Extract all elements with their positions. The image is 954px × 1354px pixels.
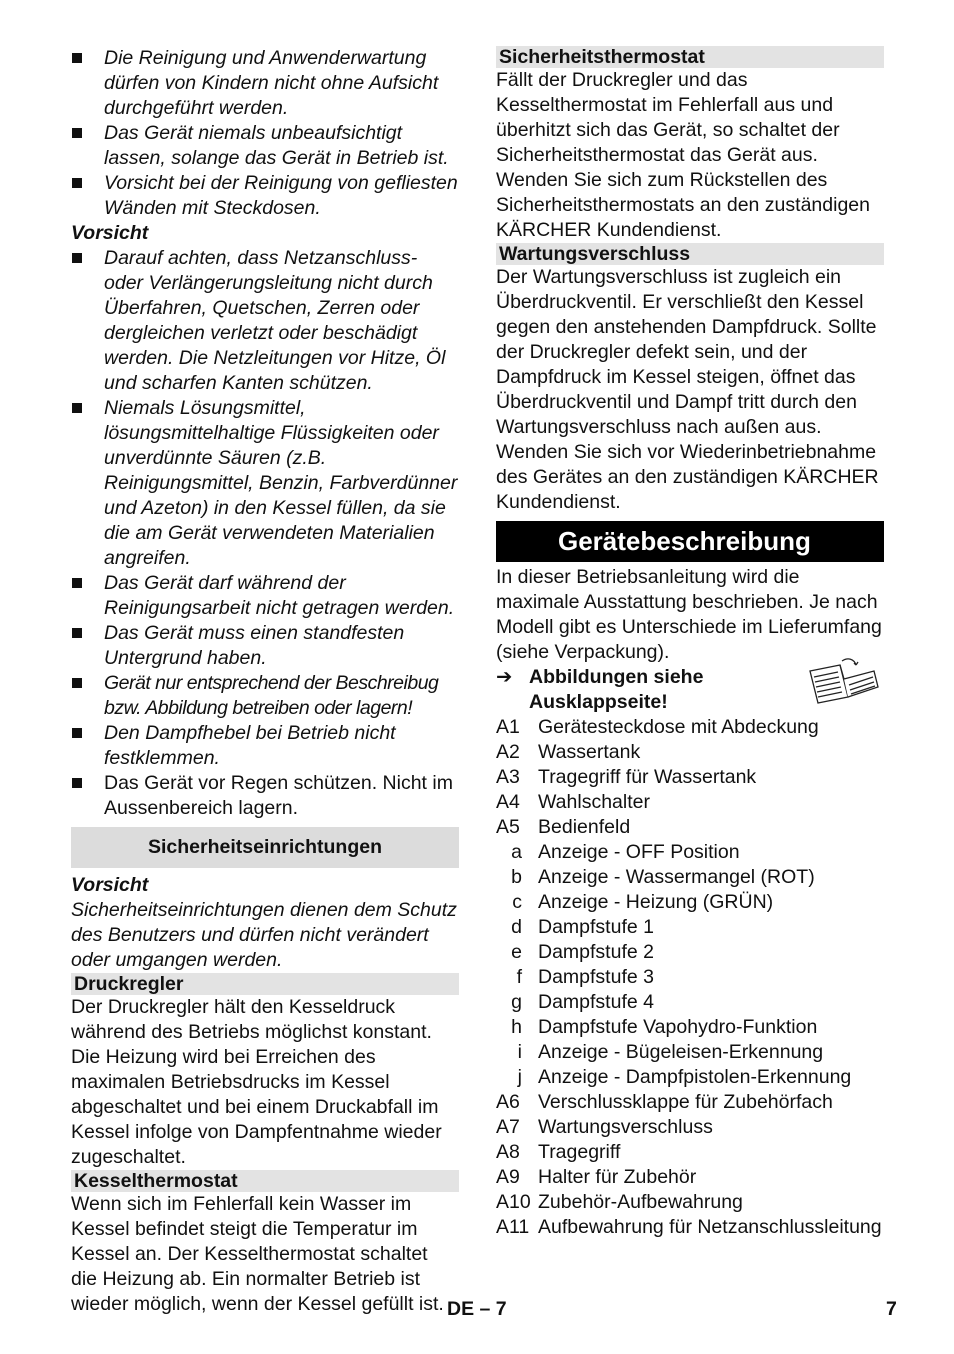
component-list xyxy=(496,715,884,1240)
page-label: DE – 7 xyxy=(447,1298,507,1320)
section-vorsicht-text: Sicherheitseinrichtungen dienen dem Schutz des Benutzers und dürfen nicht verändert oder umgangen werden. xyxy=(71,899,457,971)
list-item: A7 Wartungsverschluss xyxy=(496,1116,713,1138)
list-item: A8 Tragegriff xyxy=(496,1141,621,1163)
subheading-kesselthermostat: Kesselthermostat xyxy=(71,1170,459,1192)
left-column xyxy=(71,46,459,1317)
list-item: d Dampfstufe 1 xyxy=(511,916,654,938)
list-item: A9 Halter für Zubehör xyxy=(496,1166,697,1188)
bullet-item: Vorsicht bei der Reinigung von gefliesten Wänden mit Steckdosen. xyxy=(71,171,459,221)
heading-geraetebeschreibung: Gerätebeschreibung xyxy=(496,521,884,562)
intro-text: In dieser Betriebsanleitung wird die maximale Ausstattung beschrieben. Je nach Modell gibt es Unterschiede im Lieferumfang (siehe Verpackung). xyxy=(496,566,882,663)
bullet-item: Das Gerät niemals unbeaufsichtigt lassen, solange das Gerät in Betrieb ist. xyxy=(71,121,459,171)
list-item: A10 Zubehör-Aufbewahrung xyxy=(496,1191,743,1213)
vorsicht-label: Vorsicht xyxy=(71,222,149,244)
wartungsverschluss-text: Der Wartungsverschluss ist zugleich ein Überdruckventil. Er verschließt den Kessel gegen den anstehenden Dampfdruck. Sollte der Druckregler defekt sein, und der Dampfdruck im Kessel steigen, öffnet das Überdruckventil und Dampf tritt durch den Wartungsverschluss nach außen aus. Wenden Sie sich vor Wiederinbetriebnahme des Gerätes an den zuständigen KÄRCHER Kundendienst. xyxy=(496,266,879,513)
right-column xyxy=(496,46,884,1240)
list-item: a Anzeige - OFF Position xyxy=(511,841,740,863)
bullet-item: Die Reinigung und Anwenderwartung dürfen von Kindern nicht ohne Aufsicht durchgeführt werden. xyxy=(71,46,459,121)
list-item: g Dampfstufe 4 xyxy=(511,991,654,1013)
subheading-wartungsverschluss: Wartungsverschluss xyxy=(496,243,884,265)
bullet-item: Den Dampfhebel bei Betrieb nicht festklemmen. xyxy=(71,721,459,771)
section-title-sicherheitseinrichtungen: Sicherheitseinrichtungen xyxy=(71,827,459,868)
arrow-right-icon: ➔ xyxy=(496,666,513,688)
list-item: A2 Wassertank xyxy=(496,741,641,763)
section-vorsicht-label: Vorsicht xyxy=(71,874,149,896)
list-item: e Dampfstufe 2 xyxy=(511,941,654,963)
book-icon xyxy=(804,657,884,707)
kesselthermostat-text: Wenn sich im Fehlerfall kein Wasser im Kessel befindet steigt die Temperatur im Kessel an. Der Kesselthermostat schaltet die Heizung ab. Ein normalter Betrieb ist wieder möglich, wenn der Kessel gefüllt ist. xyxy=(71,1193,444,1315)
list-item: j Anzeige - Dampfpistolen-Erkennung xyxy=(517,1066,852,1088)
list-item: A4 Wahlschalter xyxy=(496,791,650,813)
list-item: A5 Bedienfeld xyxy=(496,816,631,838)
bullet-item: Das Gerät vor Regen schützen. Nicht im Aussenbereich lagern. xyxy=(71,771,459,821)
subheading-druckregler: Druckregler xyxy=(71,973,459,995)
druckregler-text: Der Druckregler hält den Kesseldruck während des Betriebs möglichst konstant. Die Heizung wird bei Erreichen des maximalen Betriebsdrucks im Kessel abgeschaltet und bei einem Druckabfall im Kessel infolge von Dampfentnahme wieder zugeschaltet. xyxy=(71,996,442,1168)
list-item: A3 Tragegriff für Wassertank xyxy=(496,766,757,788)
figure-reference xyxy=(496,665,884,715)
bullet-item: Niemals Lösungsmittel, lösungsmittelhaltige Flüssigkeiten oder unverdünnte Säuren (z.B. Reinigungsmittel, Benzin, Farbverdünner und Azeton) in den Kessel füllen, da sie die am Gerät verwendeten Materialien angreifen. xyxy=(71,396,459,571)
bullet-item: Darauf achten, dass Netzanschluss- oder Verlängerungsleitung nicht durch Überfahren, Quetschen, Zerren oder dergleichen verletzt oder beschädigt werden. Die Netzleitungen vor Hitze, Öl und scharfen Kanten schützen. xyxy=(71,246,459,396)
figure-reference-text: Abbildungen siehe Ausklappseite! xyxy=(529,666,704,713)
list-item: c Anzeige - Heizung (GRÜN) xyxy=(512,891,774,913)
list-item: A6 Verschlussklappe für Zubehörfach xyxy=(496,1091,833,1113)
list-item: i Anzeige - Bügeleisen-Erkennung xyxy=(517,1041,824,1063)
list-item: h Dampfstufe Vapohydro-Funktion xyxy=(511,1016,818,1038)
list-item: A11 Aufbewahrung für Netzanschlussleitung xyxy=(496,1216,882,1238)
list-item: f Dampfstufe 3 xyxy=(516,966,654,988)
bullet-item: Das Gerät darf während der Reinigungsarbeit nicht getragen werden. xyxy=(71,571,459,621)
page-number: 7 xyxy=(886,1298,897,1320)
list-item: b Anzeige - Wassermangel (ROT) xyxy=(511,866,815,888)
bullet-item: Gerät nur entsprechend der Beschreibug bzw. Abbildung betreiben oder lagern! xyxy=(71,671,459,721)
sicherheitsthermostat-text: Fällt der Druckregler und das Kesselthermostat im Fehlerfall aus und überhitzt sich das Gerät, so schaltet der Sicherheitsthermostat das Gerät aus. Wenden Sie sich zum Rückstellen des Sicherheitsthermostats an den zuständigen KÄRCHER Kundendienst. xyxy=(496,69,870,241)
bullet-item: Das Gerät muss einen standfesten Untergrund haben. xyxy=(71,621,459,671)
list-item: A1 Gerätesteckdose mit Abdeckung xyxy=(496,716,819,738)
page-footer xyxy=(0,1297,954,1322)
subheading-sicherheitsthermostat: Sicherheitsthermostat xyxy=(496,46,884,68)
